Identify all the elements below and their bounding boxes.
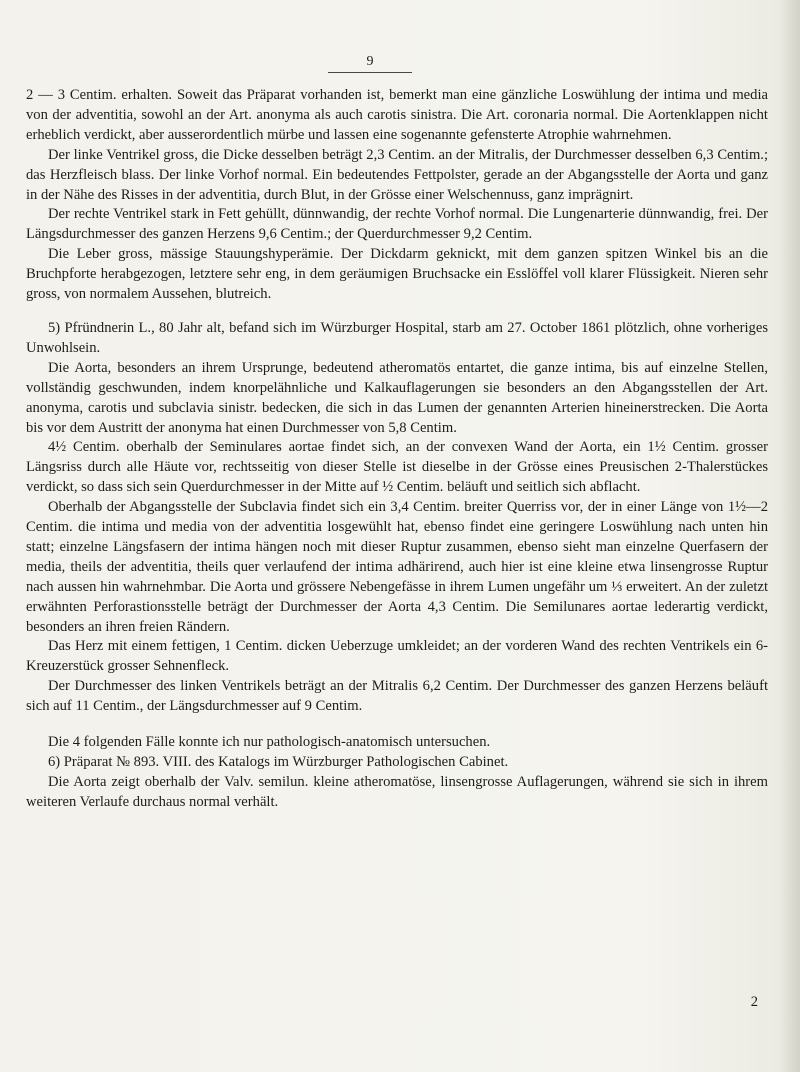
paragraph-following-cases: Die 4 folgenden Fälle konnte ich nur pathologisch-anatomisch untersuchen. xyxy=(48,734,491,751)
paragraph-longitudinal-tear: 4½ Centim. oberhalb der Seminulares aortae findet sich, an der convexen Wand der Aorta, ein 1½ Centim. grosser Längsriss durch alle Häute vor, rechtsseitig von dieser Stelle ist dieselbe in der Grösse eines Preusischen 2-Thalerstückes verdickt, so dass sich sein Querdurchmesser in der Mitte auf ½ Centim. beläuft und seitlich sich abflacht. xyxy=(26,439,768,496)
paragraph-liver: Die Leber gross, mässige Stauungshyperämie. Der Dickdarm geknickt, mit dem ganzen spitzen Winkel bis an die Bruchpforte herabgezogen, letztere sehr eng, in dem geräumigen Bruchsacke ein Esslöffel voll klarer Flüssigkeit. Nieren sehr gross, von normalem Aussehen, blutreich. xyxy=(26,246,768,303)
paragraph-aorta: Die Aorta, besonders an ihrem Ursprunge, bedeutend atheromatös entartet, die ganze intima, bis auf einzelne Stellen, vollständig geschwunden, indem knorpelähnliche und Kalkauflagerungen sie besonders an den Abgangsstellen der Art. anonyma, carotis und subclavia sinistr. bedecken, die sich in das Lumen der genannten Arterien hineinerstrecken. Die Aorta bis vor dem Austritt der anonyma hat einen Durchmesser von 5,8 Centim. xyxy=(26,359,768,436)
paragraph-left-ventricle: Der linke Ventrikel gross, die Dicke desselben beträgt 2,3 Centim. an der Mitralis, der Durchmesser desselben 6,3 Centim.; das Herzfleisch blass. Der linke Vorhof normal. Ein bedeutendes Fettpolster, gerade an der Abgangsstelle der Aorta und ganz in der Nähe des Risses in der adventitia, durch Blut, in der Grösse einer Welschennuss, ganz imprägnirt. xyxy=(26,146,768,203)
paragraph-transverse-tear: Oberhalb der Abgangsstelle der Subclavia findet sich ein 3,4 Centim. breiter Querriss vor, der in einer Länge von 1½—2 Centim. die intima und media von der adventitia losgewühlt hat, ebenso findet eine geringere Loswühlung nach unten hin statt; einzelne Längsfasern der intima hängen noch mit dieser Ruptur zusammen, ebenso sieht man einzelne Querfasern der media, theils der adventitia, theils quer verlaufend der intima adhärirend, auch hier ist eine kleine etwa linsengrosse Ruptur nach aussen hin wahrnehmbar. Die Aorta und grössere Nebengefässe in ihrem Lumen ungefähr um ⅓ erweitert. An der zuletzt erwähnten Perforastionsstelle beträgt der Durchmesser der Aorta 4,3 Centim. Die Semilunares aortae lederartig verdickt, besonders an ihren freien Rändern. xyxy=(26,499,768,635)
paragraph-case-6-aorta: Die Aorta zeigt oberhalb der Valv. semilun. kleine atheromatöse, linsengrosse Auflagerungen, während sie sich in ihrem weiteren Verlaufe durchaus normal verhält. xyxy=(26,773,768,810)
page-edge-shadow xyxy=(780,0,800,1072)
case-5-heading: 5) Pfründnerin L., 80 Jahr alt, befand sich im Würzburger Hospital, starb am 27. October 1861 plötzlich, ohne vorheriges Unwohlsein. xyxy=(26,319,768,356)
paragraph-diameter: Der Durchmesser des linken Ventrikels beträgt an der Mitralis 6,2 Centim. Der Durchmesser des ganzen Herzens beläuft sich auf 11 Centim., der Längsdurchmesser auf 9 Centim. xyxy=(26,678,768,715)
paragraph-right-ventricle: Der rechte Ventrikel stark in Fett gehüllt, dünnwandig, der rechte Vorhof normal. Die Lungenarterie dünnwandig, frei. Der Längsdurchmesser des ganzen Herzens 9,6 Centim.; der Querdurchmesser 9,2 Centim. xyxy=(26,206,768,243)
signature-mark: 2 xyxy=(750,994,758,1010)
paragraph-heart: Das Herz mit einem fettigen, 1 Centim. dicken Ueberzuge umkleidet; an der vorderen Wand des rechten Ventrikels ein 6-Kreuzerstück grosser Sehnenfleck. xyxy=(26,638,768,675)
body-text xyxy=(26,86,768,813)
page-number: 9 xyxy=(328,54,412,73)
case-6-heading: 6) Präparat № 893. VIII. des Katalogs im Würzburger Pathologischen Cabinet. xyxy=(48,754,509,770)
paragraph-continued: 2 — 3 Centim. erhalten. Soweit das Präparat vorhanden ist, bemerkt man eine gänzliche Loswühlung der intima und media von der adventitia, sowohl an der Art. anonyma als auch carotis sinistra. Die Art. coronaria normal. Die Aortenklappen nicht erheblich verdickt, aber ausserordentlich mürbe und lassen eine sogenannte gefensterte Atrophie wahrnehmen. xyxy=(26,87,768,143)
